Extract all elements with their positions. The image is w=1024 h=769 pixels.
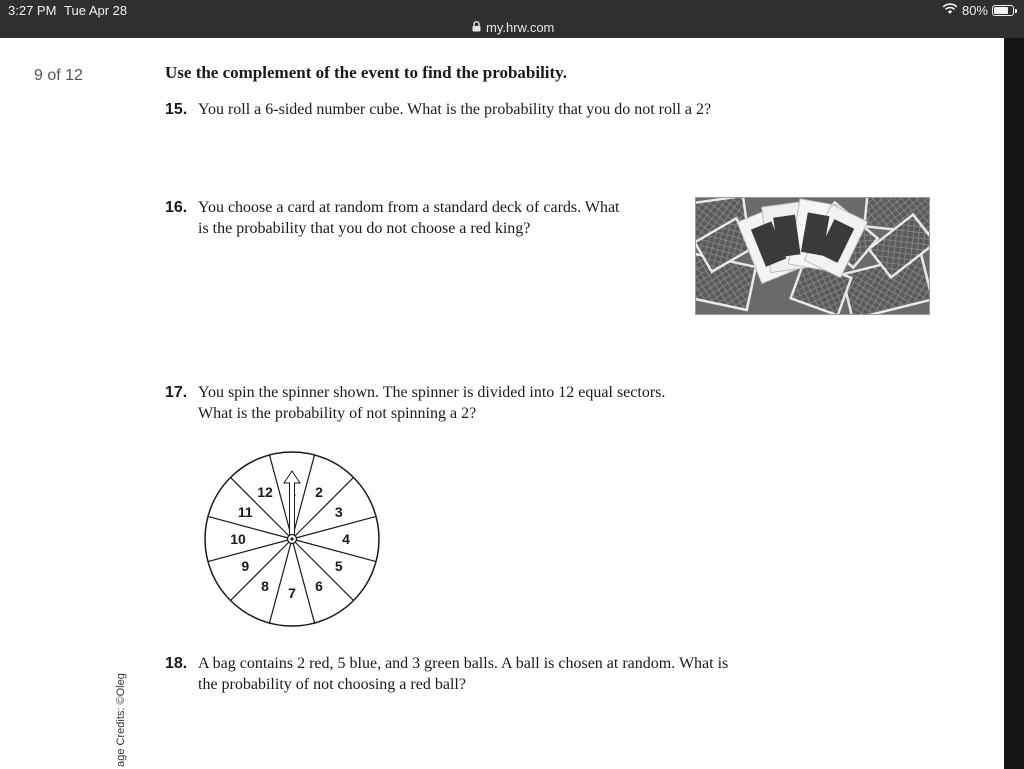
- page-indicator: 9 of 12: [34, 67, 83, 84]
- document-page: [0, 38, 1004, 769]
- status-indicators: [942, 3, 1014, 18]
- spinner-sector-label: 8: [261, 577, 269, 594]
- status-time: 3:27 PM: [8, 3, 57, 18]
- image-credits-text: age Credits: ©Oleg: [114, 673, 127, 767]
- problem-number: 17.: [165, 384, 188, 401]
- spinner-sector-divider: [269, 539, 292, 623]
- url-bar[interactable]: [0, 22, 1024, 38]
- playing-cards-photo: [695, 197, 930, 315]
- spinner-sector-label: 6: [315, 577, 323, 594]
- problem-15: [165, 99, 785, 123]
- status-bar: [0, 0, 1024, 22]
- problem-text: [198, 197, 620, 239]
- spinner-sector-label: 7: [288, 585, 296, 601]
- status-date: Tue Apr 28: [64, 3, 128, 18]
- problem-18: [165, 653, 785, 697]
- problem-text: You roll a 6-sided number cube. What is the probability that you do not roll a 2?: [198, 101, 712, 118]
- spinner-diagram: [202, 449, 382, 629]
- spinner-sector-label: 5: [334, 558, 343, 574]
- problem-text-line: the probability of not choosing a red ball?: [198, 676, 466, 693]
- url-text[interactable]: my.hrw.com: [486, 20, 555, 35]
- spinner-sector-label: 12: [257, 484, 273, 501]
- lock-icon: [472, 20, 481, 35]
- battery-percent: 80%: [961, 3, 988, 18]
- spinner-arrow: [284, 471, 300, 539]
- problem-16: [165, 197, 685, 241]
- spinner-sector-label: 10: [230, 531, 246, 547]
- spinner-sector-divider: [292, 539, 315, 623]
- problem-text: [198, 382, 665, 424]
- spinner-sector-label: 3: [334, 504, 343, 520]
- problem-text-line: is the probability that you do not choose a red king?: [198, 220, 531, 237]
- spinner-sector-divider: [208, 539, 292, 562]
- problem-text-line: You choose a card at random from a standard deck of cards. What: [198, 199, 620, 216]
- problem-number: 15.: [165, 101, 188, 118]
- problem-17: [165, 382, 745, 426]
- right-edge-bar: [1004, 38, 1024, 769]
- spinner-sector-label: 11: [237, 504, 253, 520]
- battery-icon: [992, 5, 1014, 16]
- image-credits: [110, 673, 130, 768]
- problem-text-line: What is the probability of not spinning a 2?: [198, 405, 477, 422]
- instruction-heading: Use the complement of the event to find the probability.: [165, 63, 567, 82]
- spinner-sector-label: 2: [315, 484, 323, 501]
- problem-text: [198, 653, 728, 695]
- spinner-sector-label: 9: [241, 558, 250, 574]
- problem-number: 18.: [165, 655, 188, 672]
- wifi-icon: [942, 3, 958, 18]
- problem-number: 16.: [165, 199, 188, 216]
- problem-text-line: A bag contains 2 red, 5 blue, and 3 green balls. A ball is chosen at random. What is: [198, 655, 729, 672]
- problem-text-line: You spin the spinner shown. The spinner is divided into 12 equal sectors.: [198, 384, 666, 401]
- spinner-sector-label: 4: [342, 531, 350, 547]
